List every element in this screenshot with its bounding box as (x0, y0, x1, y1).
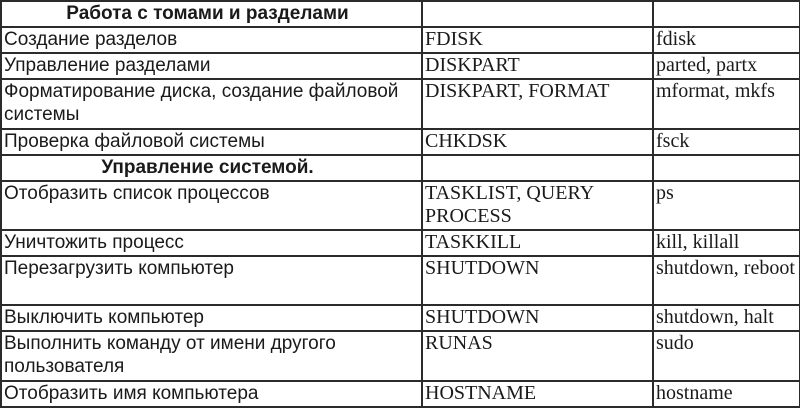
linux-command-cell: fdisk (653, 27, 800, 53)
windows-command-cell: DISKPART (422, 53, 653, 79)
table-row (1, 129, 800, 155)
windows-command-cell: TASKLIST, QUERY PROCESS (422, 181, 653, 231)
table-row (1, 79, 800, 129)
section-title: Управление системой. (101, 156, 314, 178)
section-title: Работа с томами и разделами (66, 3, 349, 24)
windows-command-cell: CHKDSK (422, 129, 653, 155)
windows-command-cell (422, 155, 653, 181)
windows-command-cell: FDISK (422, 27, 653, 53)
table-row (1, 27, 800, 53)
linux-command-cell: fsck (653, 129, 800, 155)
table-row (1, 305, 800, 331)
linux-command-cell (653, 1, 800, 27)
linux-command-cell (653, 155, 800, 181)
task-description-cell: Перезагрузить компьютер (1, 256, 422, 305)
section-title-cell (1, 1, 422, 27)
table-row (1, 181, 800, 231)
table-row (1, 331, 800, 381)
linux-command-cell: mformat, mkfs (653, 79, 800, 129)
task-description-cell: Создание разделов (1, 27, 422, 53)
linux-command-cell: shutdown, reboot (653, 256, 800, 305)
linux-command-cell: parted, partx (653, 53, 800, 79)
section-header-row (1, 155, 800, 181)
task-description-cell: Отобразить список процессов (1, 181, 422, 231)
task-description-cell: Проверка файловой системы (1, 129, 422, 155)
linux-command-cell: kill, killall (653, 230, 800, 256)
windows-command-cell: SHUTDOWN (422, 256, 653, 305)
task-description-cell: Выключить компьютер (1, 305, 422, 331)
windows-command-cell (422, 1, 653, 27)
table-row (1, 230, 800, 256)
task-description-cell: Управление разделами (1, 53, 422, 79)
task-description-cell: Отобразить имя компьютера (1, 381, 422, 407)
windows-command-cell: RUNAS (422, 331, 653, 381)
task-description-cell: Выполнить команду от имени другого пользователя (1, 331, 422, 381)
linux-command-cell: hostname (653, 381, 800, 407)
table-row (1, 53, 800, 79)
windows-command-cell: HOSTNAME (422, 381, 653, 407)
section-title-cell (1, 155, 422, 181)
table-row (1, 256, 800, 305)
table-body (1, 1, 800, 407)
windows-command-cell: SHUTDOWN (422, 305, 653, 331)
windows-command-cell: TASKKILL (422, 230, 653, 256)
section-header-row (1, 1, 800, 27)
windows-command-cell: DISKPART, FORMAT (422, 79, 653, 129)
linux-command-cell: shutdown, halt (653, 305, 800, 331)
linux-command-cell: sudo (653, 331, 800, 381)
task-description-cell: Уничтожить процесс (1, 230, 422, 256)
table-row (1, 381, 800, 407)
task-description-cell: Форматирование диска, создание файловой системы (1, 79, 422, 129)
linux-command-cell: ps (653, 181, 800, 231)
